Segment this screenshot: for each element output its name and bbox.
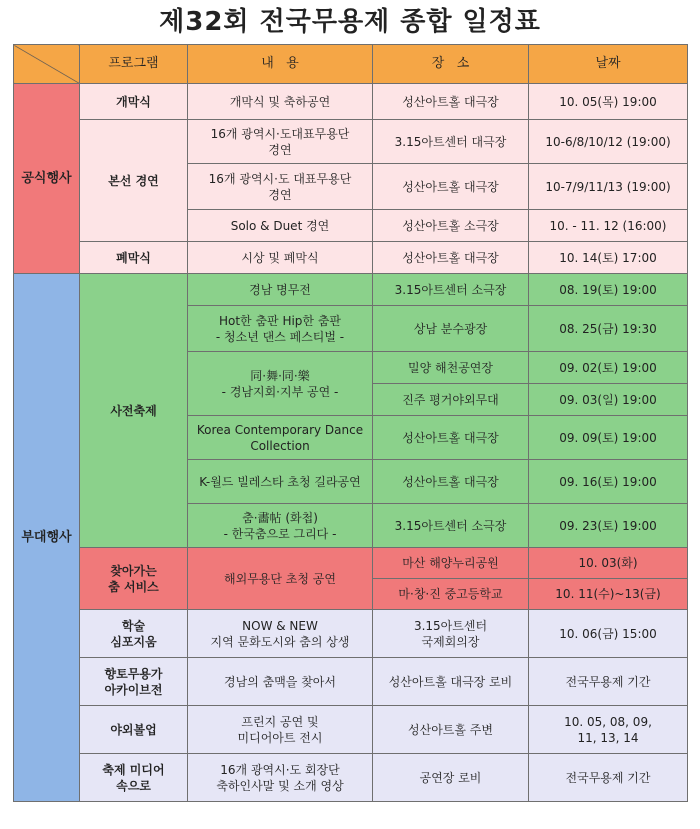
venue-cell: 공연장 로비 bbox=[373, 754, 529, 802]
venue-cell: 성산아트홀 대극장 bbox=[373, 416, 529, 460]
content-cell: NOW & NEW 지역 문화도시와 춤의 상생 bbox=[188, 610, 373, 658]
content-cell: 춤·畵帖 (화첩) - 한국춤으로 그리다 - bbox=[188, 504, 373, 548]
date-cell: 09. 03(일) 19:00 bbox=[529, 384, 688, 416]
venue-cell: 3.15아트센터 소극장 bbox=[373, 504, 529, 548]
venue-cell: 성산아트홀 대극장 bbox=[373, 84, 529, 120]
page-title: 제32회 전국무용제 종합 일정표 bbox=[159, 7, 541, 37]
date-cell: 10. 05, 08, 09, 11, 13, 14 bbox=[529, 706, 688, 754]
header-content: 내 용 bbox=[188, 45, 373, 84]
venue-cell: 마산 해양누리공원 bbox=[373, 548, 529, 579]
content-cell: K-월드 빌레스타 초청 길라공연 bbox=[188, 460, 373, 504]
content-cell: 16개 광역시·도 대표무용단 경연 bbox=[188, 164, 373, 210]
venue-cell: 진주 평거야외무대 bbox=[373, 384, 529, 416]
venue-cell: 마·창·진 중고등학교 bbox=[373, 579, 529, 610]
content-cell: 경남 명무전 bbox=[188, 274, 373, 306]
venue-cell: 3.15아트센터 국제회의장 bbox=[373, 610, 529, 658]
date-cell: 09. 02(토) 19:00 bbox=[529, 352, 688, 384]
program-visiting: 찾아가는 춤 서비스 bbox=[80, 548, 188, 610]
table-row bbox=[14, 754, 688, 802]
content-cell: 同·舞·同·樂 - 경남지회·지부 공연 - bbox=[188, 352, 373, 416]
venue-cell: 밀양 해천공연장 bbox=[373, 352, 529, 384]
header-venue: 장 소 bbox=[373, 45, 529, 84]
venue-cell: 3.15아트센터 대극장 bbox=[373, 120, 529, 164]
date-cell: 08. 25(금) 19:30 bbox=[529, 306, 688, 352]
date-cell: 10. - 11. 12 (16:00) bbox=[529, 210, 688, 242]
venue-cell: 성산아트홀 대극장 bbox=[373, 164, 529, 210]
date-cell: 전국무용제 기간 bbox=[529, 754, 688, 802]
category-sub: 부대행사 bbox=[14, 274, 80, 802]
venue-cell: 성산아트홀 대극장 로비 bbox=[373, 658, 529, 706]
content-cell: 개막식 및 축하공연 bbox=[188, 84, 373, 120]
header-date: 날짜 bbox=[529, 45, 688, 84]
date-cell: 10. 03(화) bbox=[529, 548, 688, 579]
table-row bbox=[14, 658, 688, 706]
date-cell: 10. 05(목) 19:00 bbox=[529, 84, 688, 120]
program-closing: 폐막식 bbox=[80, 242, 188, 274]
date-cell: 10. 14(토) 17:00 bbox=[529, 242, 688, 274]
program-opening: 개막식 bbox=[80, 84, 188, 120]
content-cell: 시상 및 폐막식 bbox=[188, 242, 373, 274]
date-cell: 10-7/9/11/13 (19:00) bbox=[529, 164, 688, 210]
program-academic: 학술 심포지움 bbox=[80, 610, 188, 658]
header-row bbox=[14, 45, 688, 84]
venue-cell: 성산아트홀 주변 bbox=[373, 706, 529, 754]
date-cell: 10. 11(수)~13(금) bbox=[529, 579, 688, 610]
content-cell: Solo & Duet 경연 bbox=[188, 210, 373, 242]
program-outdoor: 야외볼업 bbox=[80, 706, 188, 754]
program-archive: 향토무용가 아카이브전 bbox=[80, 658, 188, 706]
venue-cell: 상남 분수광장 bbox=[373, 306, 529, 352]
program-pre-festival: 사전축제 bbox=[80, 274, 188, 548]
date-cell: 08. 19(토) 19:00 bbox=[529, 274, 688, 306]
table-row bbox=[14, 706, 688, 754]
content-cell: 16개 광역시·도 회장단 축하인사말 및 소개 영상 bbox=[188, 754, 373, 802]
content-cell: Hot한 춤판 Hip한 춤판 - 청소년 댄스 페스티벌 - bbox=[188, 306, 373, 352]
table-row bbox=[14, 274, 688, 306]
venue-cell: 성산아트홀 대극장 bbox=[373, 460, 529, 504]
header-program: 프로그램 bbox=[80, 45, 188, 84]
corner-cell bbox=[14, 45, 80, 84]
content-cell: 해외무용단 초청 공연 bbox=[188, 548, 373, 610]
schedule-table bbox=[13, 44, 688, 802]
date-cell: 09. 23(토) 19:00 bbox=[529, 504, 688, 548]
venue-cell: 성산아트홀 소극장 bbox=[373, 210, 529, 242]
category-official: 공식행사 bbox=[14, 84, 80, 274]
date-cell: 10. 06(금) 15:00 bbox=[529, 610, 688, 658]
venue-cell: 3.15아트센터 소극장 bbox=[373, 274, 529, 306]
table-row bbox=[14, 84, 688, 120]
content-cell: 16개 광역시·도대표무용단 경연 bbox=[188, 120, 373, 164]
date-cell: 09. 16(토) 19:00 bbox=[529, 460, 688, 504]
date-cell: 09. 09(토) 19:00 bbox=[529, 416, 688, 460]
table-row bbox=[14, 242, 688, 274]
program-main: 본선 경연 bbox=[80, 120, 188, 242]
table-row bbox=[14, 610, 688, 658]
content-cell: 경남의 춤맥을 찾아서 bbox=[188, 658, 373, 706]
date-cell: 전국무용제 기간 bbox=[529, 658, 688, 706]
content-cell: Korea Contemporary Dance Collection bbox=[188, 416, 373, 460]
table-row bbox=[14, 120, 688, 164]
program-media: 축제 미디어 속으로 bbox=[80, 754, 188, 802]
date-cell: 10-6/8/10/12 (19:00) bbox=[529, 120, 688, 164]
content-cell: 프린지 공연 및 미디어아트 전시 bbox=[188, 706, 373, 754]
venue-cell: 성산아트홀 대극장 bbox=[373, 242, 529, 274]
table-row bbox=[14, 548, 688, 579]
